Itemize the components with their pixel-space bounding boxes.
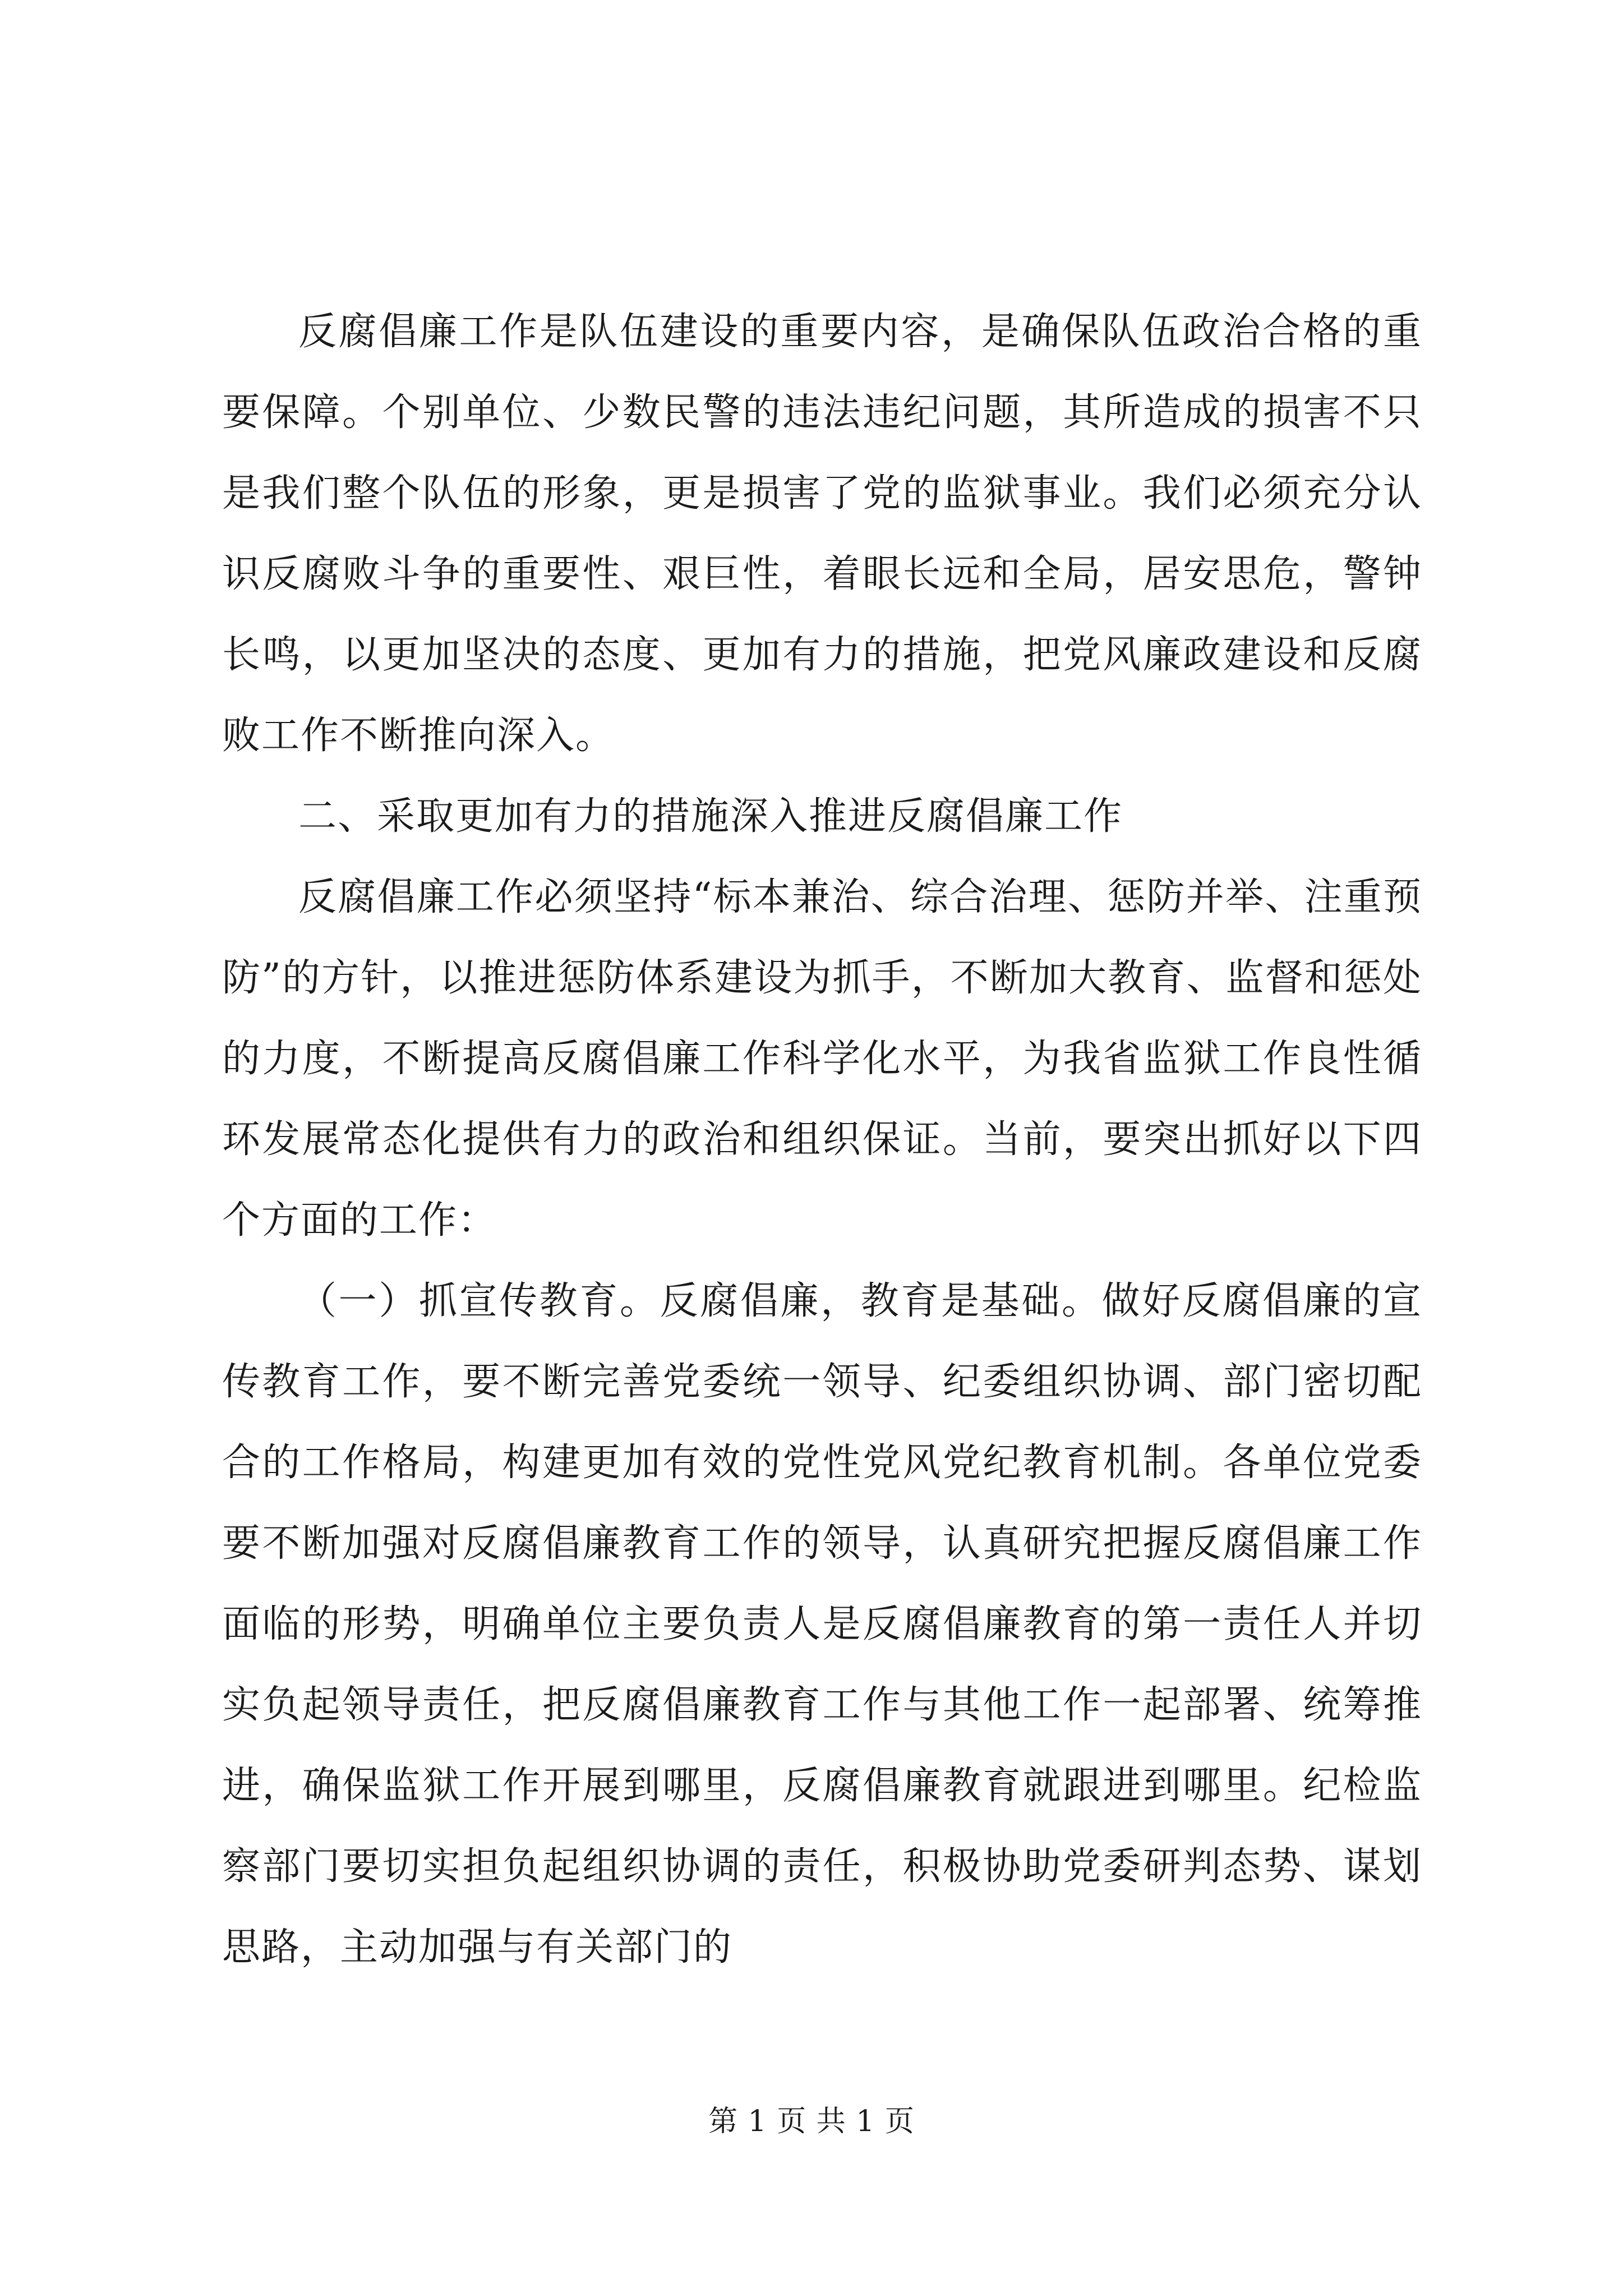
document-body [222, 292, 1422, 1988]
paragraph-intro: 反腐倡廉工作是队伍建设的重要内容，是确保队伍政治合格的重要保障。个别单位、少数民警的违法违纪问题，其所造成的损害不只是我们整个队伍的形象，更是损害了党的监狱事业。我们必须充分认识反腐败斗争的重要性、艰巨性，着眼长远和全局，居安思危，警钟长鸣，以更加坚决的态度、更加有力的措施，把党风廉政建设和反腐败工作不断推向深入。 [222, 310, 1422, 758]
section-heading: 二、采取更加有力的措施深入推进反腐倡廉工作 [298, 794, 1123, 839]
paragraph-education: （一）抓宣传教育。反腐倡廉，教育是基础。做好反腐倡廉的宣传教育工作，要不断完善党委统一领导、纪委组织协调、部门密切配合的工作格局，构建更加有效的党性党风党纪教育机制。各单位党委要不断加强对反腐倡廉教育工作的领导，认真研究把握反腐倡廉工作面临的形势，明确单位主要负责人是反腐倡廉教育的第一责任人并切实负起领导责任，把反腐倡廉教育工作与其他工作一起部署、统筹推进，确保监狱工作开展到哪里，反腐倡廉教育就跟进到哪里。纪检监察部门要切实担负起组织协调的责任，积极协助党委研判态势、谋划思路，主动加强与有关部门的 [222, 1279, 1422, 1970]
page-number-footer: 第 1 页 共 1 页 [708, 2105, 915, 2138]
paragraph-policy: 反腐倡廉工作必须坚持“标本兼治、综合治理、惩防并举、注重预防”的方针，以推进惩防体系建设为抓手，不断加大教育、监督和惩处的力度，不断提高反腐倡廉工作科学化水平，为我省监狱工作良性循环发展常态化提供有力的政治和组织保证。当前，要突出抓好以下四个方面的工作： [222, 875, 1422, 1243]
